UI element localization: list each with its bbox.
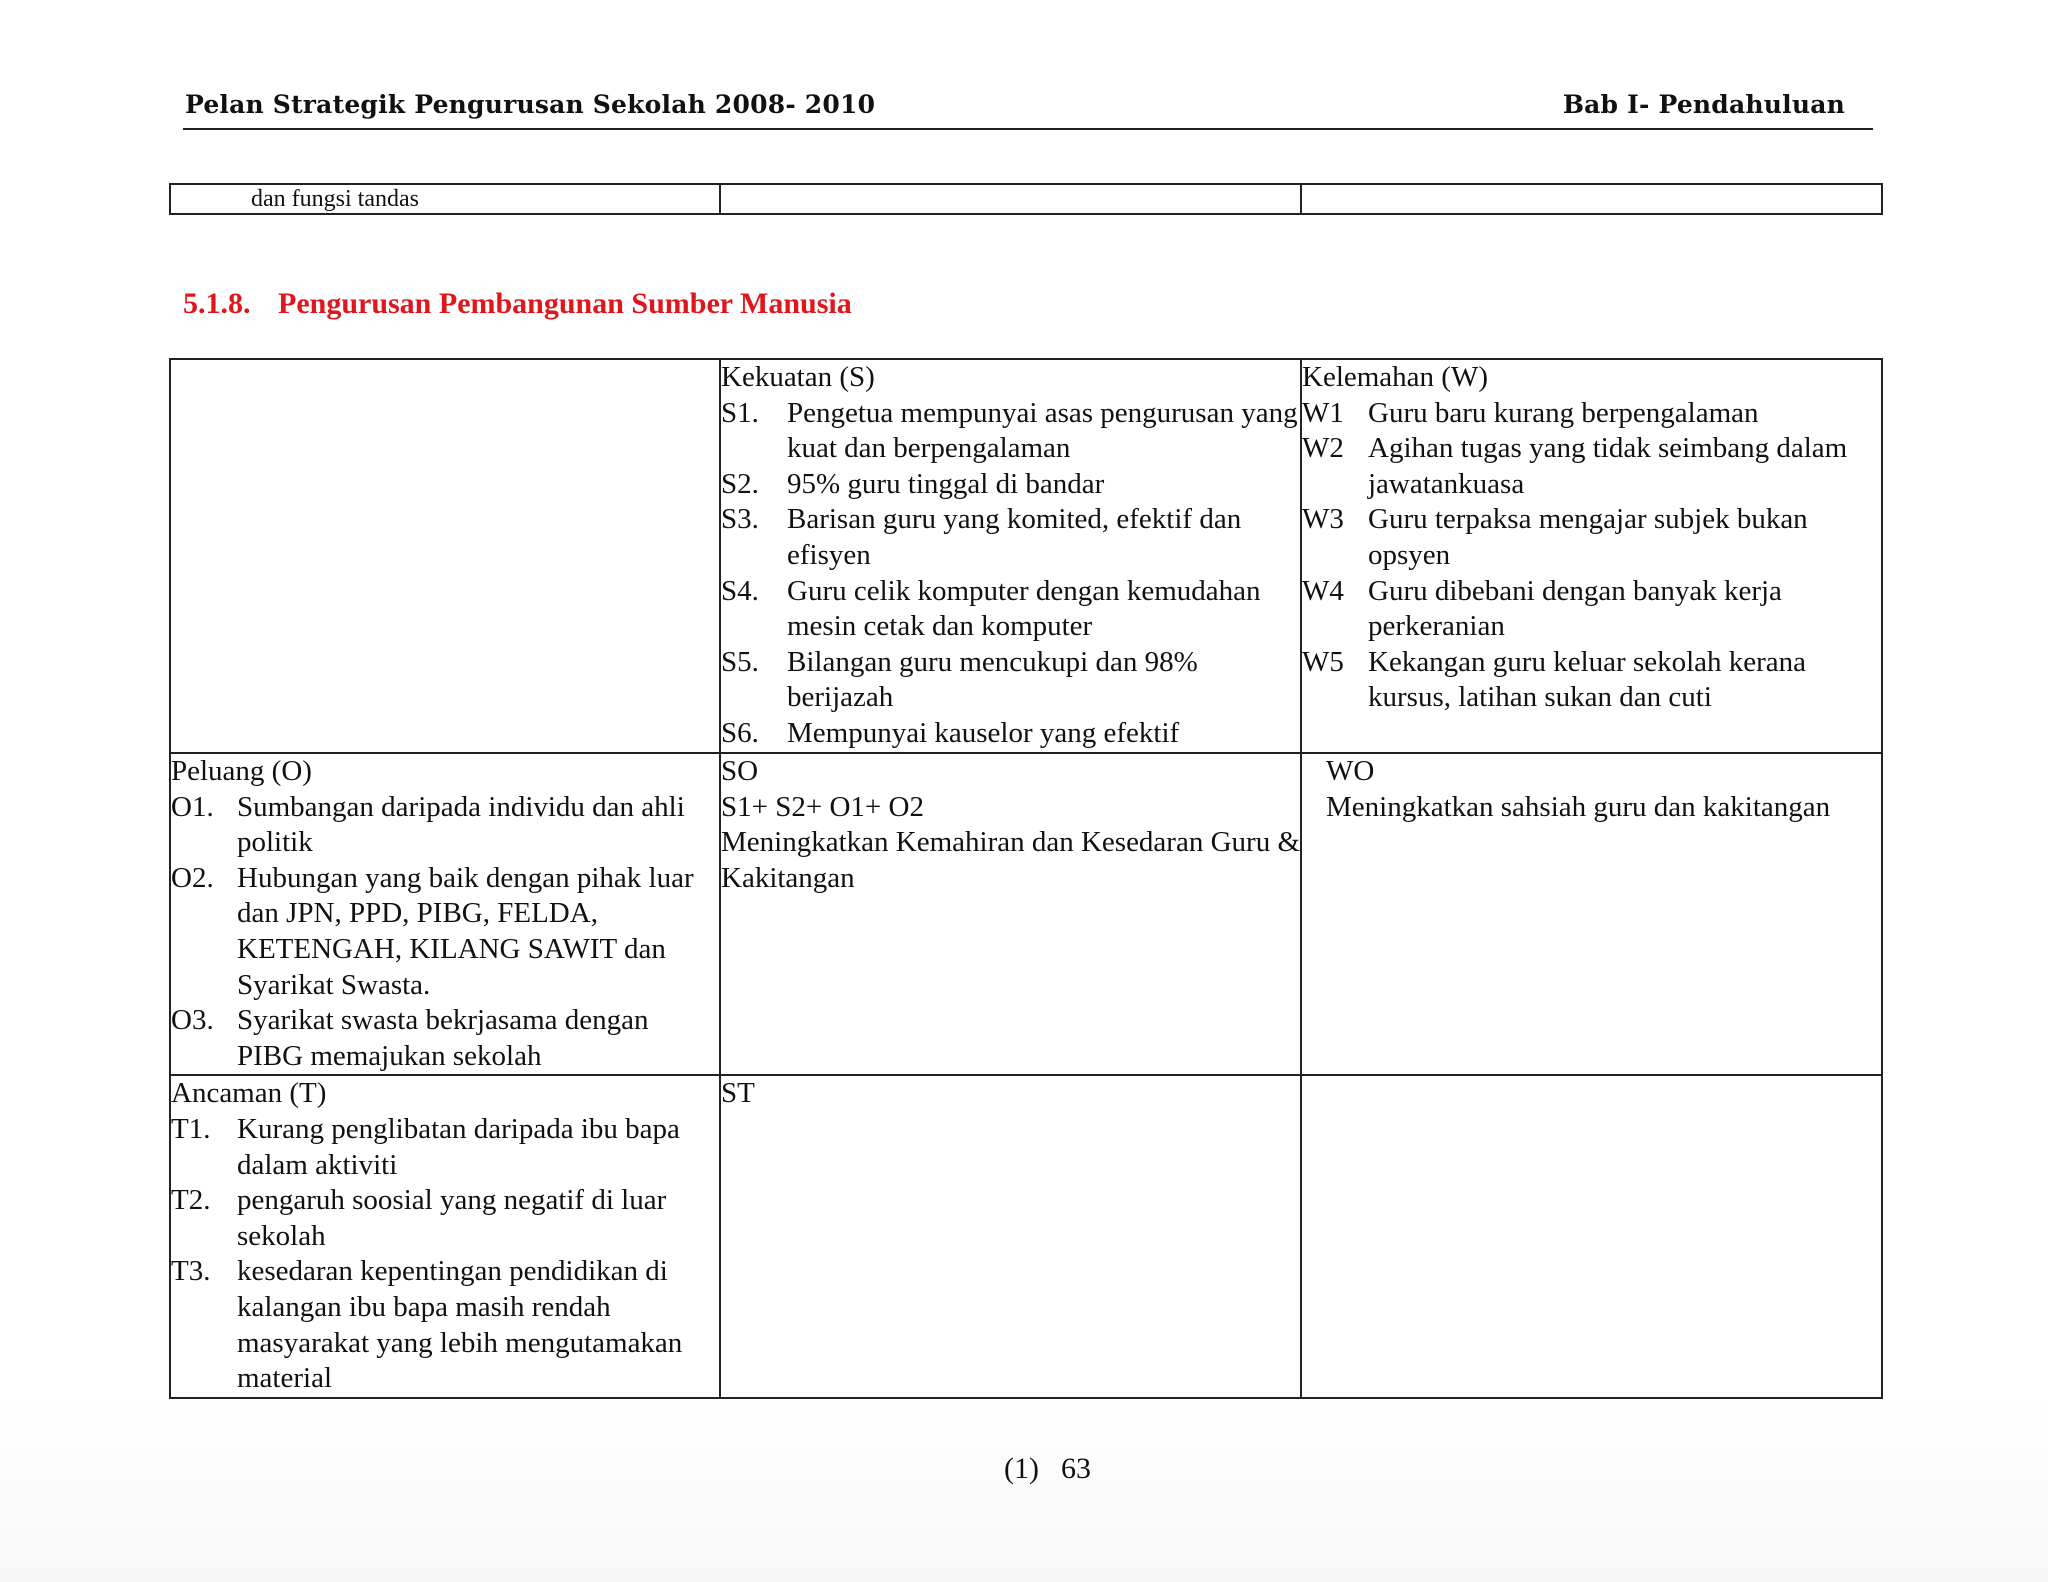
section-heading — [183, 287, 852, 321]
page-footer — [1004, 1452, 1091, 1486]
strength-item — [721, 467, 1300, 503]
strength-item — [721, 574, 1300, 645]
weaknesses-heading: Kelemahan (W) — [1302, 361, 1488, 393]
wo-cell — [1301, 753, 1882, 1075]
opportunity-item — [171, 1003, 719, 1074]
opportunity-item-text: Syarikat swasta bekrjasama dengan PIBG memajukan sekolah — [237, 1004, 649, 1072]
swot-corner-cell — [170, 359, 720, 753]
threat-item-text: pengaruh soosial yang negatif di luar sekolah — [237, 1184, 667, 1252]
strength-item-code: S1. — [721, 396, 759, 429]
wo-strategy-text: Meningkatkan sahsiah guru dan kakitangan — [1326, 790, 1831, 823]
strength-item — [721, 502, 1300, 573]
strength-item-code: S5. — [721, 645, 759, 678]
footer-marker: (1) — [1004, 1452, 1039, 1485]
threat-item-code: T2. — [171, 1184, 211, 1217]
section-number: 5.1.8. — [183, 287, 251, 320]
strength-item — [721, 396, 1300, 467]
so-heading: SO — [721, 755, 759, 787]
weakness-item-text: Guru dibebani dengan banyak kerja perkeranian — [1368, 574, 1782, 643]
opportunities-cell — [170, 753, 720, 1075]
strength-item-text: Guru celik komputer dengan kemudahan mesin cetak dan komputer — [787, 574, 1261, 643]
weakness-item-code: W2 — [1302, 432, 1344, 465]
header-document-title: Pelan Strategik Pengurusan Sekolah 2008- 2010 — [185, 90, 876, 119]
weakness-item-text: Guru baru kurang berpengalaman — [1368, 396, 1759, 429]
strength-item-code: S2. — [721, 467, 759, 500]
threat-item-code: T3. — [171, 1255, 211, 1288]
strengths-heading: Kekuatan (S) — [721, 361, 875, 393]
weaknesses-cell — [1301, 359, 1882, 753]
section-title: Pengurusan Pembangunan Sumber Manusia — [278, 287, 852, 320]
st-cell — [720, 1075, 1301, 1397]
strength-item — [721, 645, 1300, 716]
strengths-cell — [720, 359, 1301, 753]
swot-row-header — [170, 359, 1882, 753]
weakness-item-text: Agihan tugas yang tidak seimbang dalam jawatankuasa — [1368, 432, 1848, 500]
strength-item-text: Bilangan guru mencukupi dan 98% berijazah — [787, 645, 1198, 714]
weakness-item — [1302, 574, 1881, 645]
continued-table-row — [170, 184, 1882, 214]
opportunity-item-code: O3. — [171, 1004, 214, 1037]
threat-item — [171, 1254, 719, 1396]
swot-table — [169, 358, 1883, 1399]
threat-item-text: Kurang penglibatan daripada ibu bapa dalam aktiviti — [237, 1112, 680, 1181]
page-number: 63 — [1060, 1452, 1091, 1485]
wt-cell — [1301, 1075, 1882, 1397]
header-chapter-title: Bab I- Pendahuluan — [1562, 90, 1845, 119]
opportunity-item-code: O1. — [171, 790, 214, 823]
strength-item-text: Pengetua mempunyai asas pengurusan yang kuat dan berpengalaman — [787, 396, 1298, 465]
strength-item-text: Mempunyai kauselor yang efektif — [787, 716, 1180, 749]
page-header — [183, 88, 1873, 130]
strength-item-code: S3. — [721, 503, 759, 536]
strength-item-text: Barisan guru yang komited, efektif dan efisyen — [787, 503, 1242, 571]
strength-item-code: S6. — [721, 716, 759, 749]
so-code: S1+ S2+ O1+ O2 — [721, 790, 924, 823]
weakness-item-code: W5 — [1302, 645, 1344, 678]
opportunity-item-text: Sumbangan daripada individu dan ahli politik — [237, 790, 685, 859]
continued-table-cell — [1301, 184, 1882, 214]
threat-item — [171, 1183, 719, 1254]
swot-row-opportunities — [170, 753, 1882, 1075]
opportunity-item — [171, 790, 719, 861]
weakness-item-text: Kekangan guru keluar sekolah kerana kursus, latihan sukan dan cuti — [1368, 645, 1807, 714]
threats-heading: Ancaman (T) — [171, 1077, 327, 1110]
threats-cell — [170, 1075, 720, 1397]
so-strategy-text: Meningkatkan Kemahiran dan Kesedaran Guru & Kakitangan — [721, 826, 1300, 894]
opportunity-item-code: O2. — [171, 861, 214, 894]
continued-table-cell — [720, 184, 1301, 214]
strength-item — [721, 716, 1300, 752]
weakness-item-text: Guru terpaksa mengajar subjek bukan opsyen — [1368, 503, 1808, 571]
weakness-item-code: W4 — [1302, 574, 1344, 607]
weakness-item-code: W3 — [1302, 503, 1344, 536]
strength-item-text: 95% guru tinggal di bandar — [787, 467, 1105, 500]
continued-table — [169, 183, 1883, 215]
continued-cell-text: dan fungsi tandas — [251, 186, 419, 212]
opportunity-item-text: Hubungan yang baik dengan pihak luar dan JPN, PPD, PIBG, FELDA, KETENGAH, KILANG SAWIT dan Syarikat Swasta. — [237, 861, 694, 1001]
swot-row-threats — [170, 1075, 1882, 1397]
weakness-item — [1302, 645, 1881, 716]
continued-table-cell — [170, 184, 720, 214]
opportunity-item — [171, 861, 719, 1003]
weakness-item — [1302, 431, 1881, 502]
weakness-item-code: W1 — [1302, 396, 1344, 429]
threat-item — [171, 1112, 719, 1183]
threat-item-code: T1. — [171, 1112, 211, 1145]
so-cell — [720, 753, 1301, 1075]
opportunities-heading: Peluang (O) — [171, 755, 312, 787]
st-heading: ST — [721, 1077, 755, 1110]
weakness-item — [1302, 396, 1881, 432]
wo-heading: WO — [1326, 755, 1375, 787]
strength-item-code: S4. — [721, 574, 759, 607]
page-bottom-shade — [0, 1395, 2048, 1582]
threat-item-text: kesedaran kepentingan pendidikan di kalangan ibu bapa masih rendah masyarakat yang lebih mengutamakan material — [237, 1255, 683, 1395]
weakness-item — [1302, 502, 1881, 573]
